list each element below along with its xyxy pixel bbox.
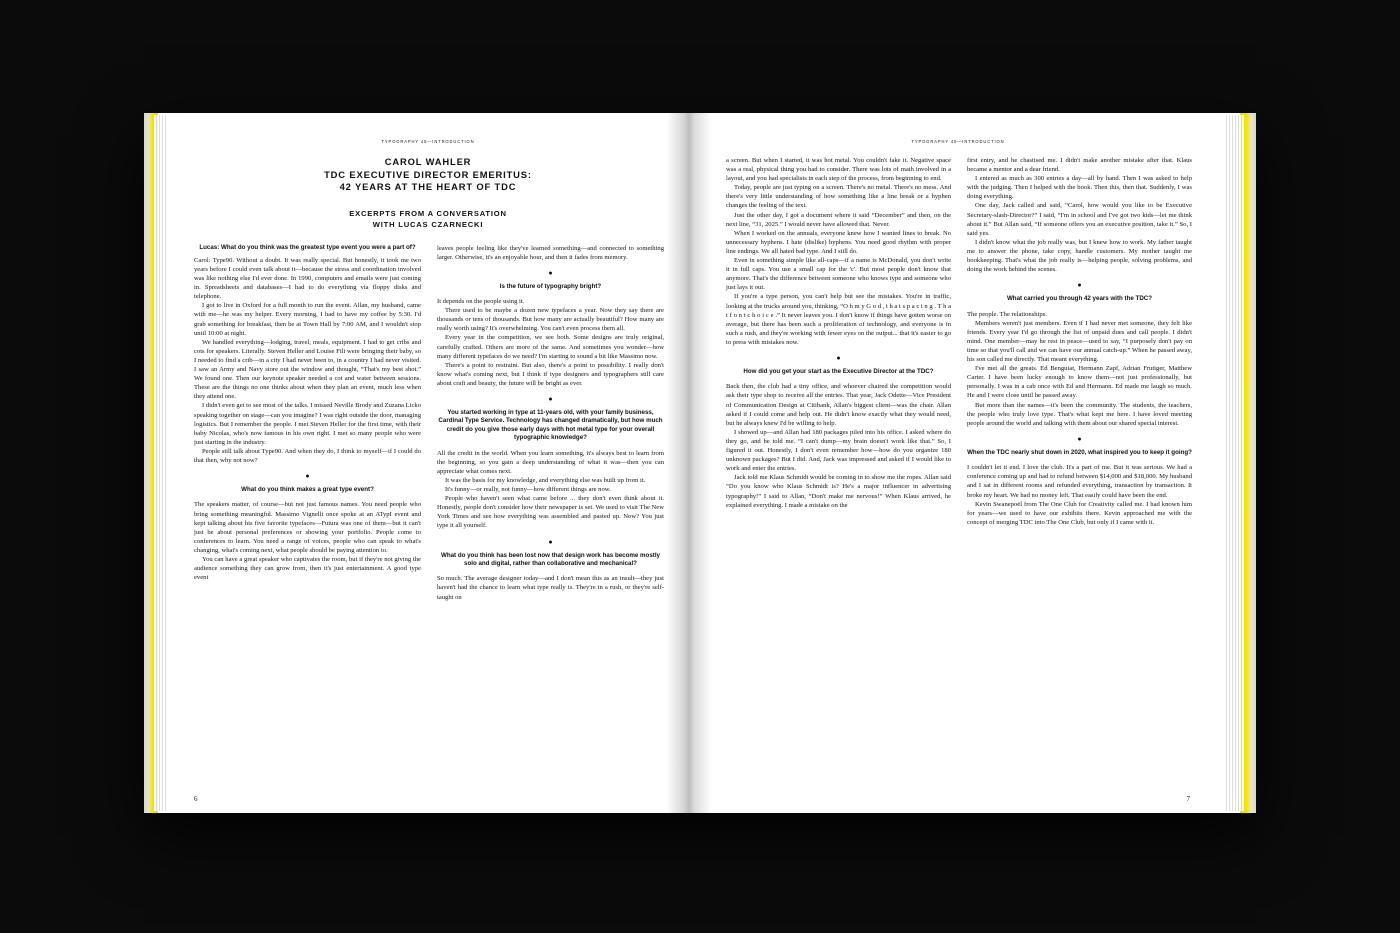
paragraph: You can have a great speaker who captivates the room, but if they're not giving the audience something they can grow from, then it's just entertainment. A good type event bbox=[194, 556, 421, 582]
paragraph: Kevin Swanepoël from The One Club for Creativity called me. I had known him for years—we used to have our exhibits there. Kevin approached me with the concept of merging TDC into The One Club, but only if I came with it. bbox=[967, 500, 1192, 526]
paragraph: I didn't know what the job really was, but I knew how to work. My father taught me to answer the phone, take copy, handle customers. My mother taught me bookkeeping. That's what the job really is—helping people, solving problems, and doing the work behind the scenes. bbox=[967, 238, 1192, 274]
paragraph: It's funny—or really, not funny—how different things are now. bbox=[445, 486, 611, 494]
paragraph: I didn't even get to see most of the talks. I missed Neville Brody and Zuzana Licko speaking together on stage—can you imagine? I was right outside the door, managing logistics. But I remember the people. I met Steven Heller for the first time, with their baby Nicolas, who's now famous in his own right. I met so many people who were just starting in the industry. bbox=[194, 402, 421, 446]
right-column-1 bbox=[726, 156, 951, 527]
running-head-left: TYPOGRAPHY 45—INTRODUCTION bbox=[381, 139, 475, 144]
paragraph: Every year in the competition, we see both. Some designs are truly original, carefully crafted. Others are more of the same. And sometimes you wonder—how many different typefaces do we need? I'm starting to sound a bit like Massimo now. bbox=[437, 334, 664, 360]
paragraph: Members weren't just members. Even if I had never met someone, they felt like friends. Every year I'd go through the list of unpaid dues and call people. I didn't mind. One member—may he rest in peace—used to say, “I purposely don't pay on time so that you'll call and we can have our annual catch-up.” When he passed away, his son called me directly. That meant everything. bbox=[967, 319, 1192, 364]
paragraph: The people. The relationships. bbox=[967, 310, 1047, 318]
paragraph: So much. The average designer today—and I don't mean this as an insult—they just haven't had the chance to learn what type really is. They're in a rush, or they're self-taught on bbox=[437, 575, 664, 601]
paragraph: I couldn't let it end. I love the club. It's a part of me. But it was serious. We had a conference coming up and had to refund between $14,000 and $18,000. My husband and I sat in different rooms and refunded everything, transaction by transaction. It broke my heart. We had no money left. That easily could have been the end. bbox=[967, 464, 1192, 499]
folio-left: 6 bbox=[194, 795, 198, 803]
question: When the TDC nearly shut down in 2020, what inspired you to keep it going? bbox=[967, 448, 1192, 456]
paragraph: It depends on the people using it. bbox=[437, 298, 525, 306]
paragraph: It was the basis for my knowledge, and everything else was built up from it. bbox=[445, 476, 646, 484]
section-dot: ● bbox=[1077, 281, 1082, 290]
question: How did you get your start as the Executive Director at the TDC? bbox=[743, 367, 934, 375]
page-title bbox=[194, 156, 662, 194]
paragraph: All the credit in the world. When you learn something, it's always best to learn from the beginning, so you gain a deep understanding of what it was—then you can appreciate what comes next. bbox=[437, 449, 664, 475]
paragraph: Even in something simple like all-caps—if a name is McDonald, you don't write it in full caps. You use a small cap for the 'c'. But most people don't know that anymore. That's the difference between someone who knows type and someone who just lays it out. bbox=[726, 257, 951, 292]
page-edge-stack-right bbox=[1226, 115, 1244, 811]
paragraph: There used to be maybe a dozen new typefaces a year. Now they say there are thousands or tens of thousands. But how many are actually beautiful? How many are really worth using? It's overwhelming. You can't even process them all. bbox=[437, 307, 664, 333]
paragraph: If you're a type person, you can't help but see the mistakes. You're in traffic, looking at the trucks around you, thinking, “O h m y G o d , t h a t s p a c i n g . T h a t f o n t c h o i c e .” It never leaves you. I don't know if things have gotten worse on average, but there has been such a proliferation of technology, and everyone is in such a rush, and they're working with fewer eyes on the output... that it's easier to go to press with mistakes now. bbox=[726, 293, 951, 346]
section-dot: ● bbox=[836, 353, 841, 362]
paragraph: Today, people are just typing on a screen. There's no metal. There's no mess. And there's very little understanding of how something like a line break or a hyphen changes the feeling of the text. bbox=[726, 184, 951, 210]
paragraph: We handled everything—lodging, travel, meals, equipment. I had to get cribs and cots for speakers. Literally. Steven Heller and Louise Fili were bringing their baby, so I needed to find a crib—in a city I had never been to, in a country I had never visited. I saw an Army and Navy store out the window and thought, “That's my best shot.” We found one. Then our keynote speaker needed a cot and water between sessions. These are the things no one thinks about when they plan an event, much less when they attend one. bbox=[194, 338, 421, 401]
paragraph: Carol: Type90. Without a doubt. It was really special. But honestly, it took me two years before I could even talk about it—because the stress and coordination involved was like nothing else I'd ever done. In 1990, computers and emails were just coming in. Spreadsheets and databases—I had to do everything via floppy disks and telephone. bbox=[194, 256, 421, 301]
page-subtitle bbox=[194, 208, 662, 230]
lead-question: Lucas: What do you think was the greatest type event you were a part of? bbox=[199, 243, 416, 251]
book-spread bbox=[144, 113, 1256, 813]
folio-right: 7 bbox=[1186, 795, 1190, 803]
paragraph: Jack told me Klaus Schmidt would be coming in to show me the ropes. Allan said “Do you know who Klaus Schmidt is? He's a major influencer in advertising typography!” I said to Allan, “Don't make me nervous!” When Klaus arrived, he explained everything. I made a mistake on the bbox=[726, 474, 951, 509]
right-column-2 bbox=[967, 156, 1192, 527]
paragraph: One day, Jack called and said, “Carol, how would you like to be Executive Secretary-slash-Director?” I said, “I'm in school and I've got two kids—let me think about it.” But Allan said, “If someone offers you an executive position, take it.” So, I said yes. bbox=[967, 202, 1192, 237]
paragraph: There's a point to restraint. But also, there's a point to possibility. I really don't know what's coming next, but I think if type designers and typographers still care about craft and beauty, the future will be bright as ever. bbox=[437, 361, 664, 387]
running-head-right: TYPOGRAPHY 45—INTRODUCTION bbox=[911, 139, 1005, 144]
section-dot: ● bbox=[548, 395, 553, 404]
paragraph: The speakers matter, of course—but not just famous names. You need people who bring something meaningful. Massimo Vignelli once spoke at an ATypI event and kept talking about his five favorite typefaces—Futura was one of them—but it can't just be about personal preferences or showing your portfolio. People come to conferences to learn. You need a range of voices, people who can speak to what's changing, what's coming next, what people should be paying attention to. bbox=[194, 501, 421, 554]
left-column-2 bbox=[437, 244, 664, 602]
question: What do you think makes a great type event? bbox=[241, 486, 374, 494]
paragraph: I've met all the greats. Ed Benguiat, Hermann Zapf, Adrian Frutiger, Matthew Carter. I have been lucky enough to know them—not just professionally, but personally. I was in a cab once with Ed and Hermann. Ed made me laugh so much. He and I were close until he passed away. bbox=[967, 365, 1192, 400]
section-dot: ● bbox=[305, 472, 310, 481]
paragraph: People who haven't seen what came before ... they don't even think about it. Honestly, people don't consider how their newspaper is set. We used to visit The New York Times and see how everything was assembled and pasted up. Now? You just type it all yourself. bbox=[437, 495, 664, 530]
paragraph: leaves people feeling like they've learned something—and connected to something larger. Otherwise, it's an enjoyable hour, and then it fades from memory. bbox=[437, 244, 664, 261]
right-page-columns bbox=[726, 156, 1190, 527]
paragraph: People still talk about Type90. And when they do, I think to myself—if I could do that then, why not now? bbox=[194, 447, 421, 464]
paragraph: Just the other day, I got a document where it said “December” and then, on the next line, “31, 2025.” I would never have allowed that. Never. bbox=[726, 211, 951, 228]
title-line-1: CAROL WAHLER bbox=[384, 156, 472, 167]
right-page bbox=[700, 113, 1216, 813]
paragraph: I entered as much as 300 entries a day—all by hand. Then I was asked to help with the judging. Then I helped with the book. Then this, then that. Suddenly, I was doing everything. bbox=[967, 175, 1192, 201]
question: What carried you through 42 years with the TDC? bbox=[1006, 295, 1153, 303]
paragraph: I showed up—and Allan had 180 packages piled into his office. I asked where do they go, and he told me. “I can't dump—my brain doesn't work like that.” So, I figured it out. Honestly, I don't even remember how—how do you organize 180 unknown packages? But I did. And, Jack was impressed and asked if I would like to work and enter the entries. bbox=[726, 428, 951, 473]
paragraph: a screen. But when I started, it was hot metal. You couldn't fake it. Negative space was a real, physical thing you had to consider. There was lots of math involved in a layout, and you had specialists in each step of the process, from beginning to end. bbox=[726, 157, 951, 183]
paragraph: When I worked on the annuals, everyone knew how I wanted lines to break. No unnecessary hyphens. I hate (dislike) hyphens. You need good rhythm with proper line endings. We all hated bad type. And I still do. bbox=[726, 229, 951, 255]
paragraph: Back then, the club had a tiny office, and whoever chaired the competition would ask their type shop to receive all the entries. That year, Jack Odette—Vice President of Communication Design at Citibank, Allan's biggest client—was the chair. Allan asked if I could come and help out. He didn't know exactly what they would need, but he always knew I'd be willing to help. bbox=[726, 383, 951, 427]
question: What do you think has been lost now that design work has become mostly solo and digital, rather than collaborative and mechanical? bbox=[441, 551, 660, 567]
left-column-1 bbox=[194, 244, 421, 602]
section-dot: ● bbox=[548, 268, 553, 277]
paragraph: But more than the names—it's been the community. The students, the teachers, the people who truly love type. That's what kept me here. I have loved meeting people around the world and talking with them about our shared special interest. bbox=[967, 401, 1192, 427]
paragraph: first entry, and he chastised me. I didn't make another mistake after that. Klaus became a mentor and a dear friend. bbox=[967, 157, 1192, 174]
subtitle-line-2: WITH LUCAS CZARNECKI bbox=[372, 219, 484, 229]
subtitle-line-1: EXCERPTS FROM A CONVERSATION bbox=[349, 208, 507, 218]
title-line-3: 42 YEARS AT THE HEART OF TDC bbox=[339, 181, 517, 192]
title-line-2: TDC EXECUTIVE DIRECTOR EMERITUS: bbox=[324, 168, 532, 180]
left-page bbox=[168, 113, 688, 813]
section-dot: ● bbox=[1077, 434, 1082, 443]
paragraph: I got to live in Oxford for a full month to run the event. Allan, my husband, came with me—he was my helper. Every morning, I had to have my coffee by 5:30. I'd grab something for breakfast, then be at Town Hall by 7:00 AM, and I wouldn't stop until 10:00 at night. bbox=[194, 302, 421, 337]
question: You started working in type at 11-years old, with your family business, Cardinal Type Service. Technology has changed dramatically, but how much credit do you give those early days with hot metal type for your overall typographic knowledge? bbox=[438, 409, 663, 442]
question: Is the future of typography bright? bbox=[499, 282, 602, 290]
left-page-columns bbox=[194, 244, 662, 602]
section-dot: ● bbox=[548, 537, 553, 546]
